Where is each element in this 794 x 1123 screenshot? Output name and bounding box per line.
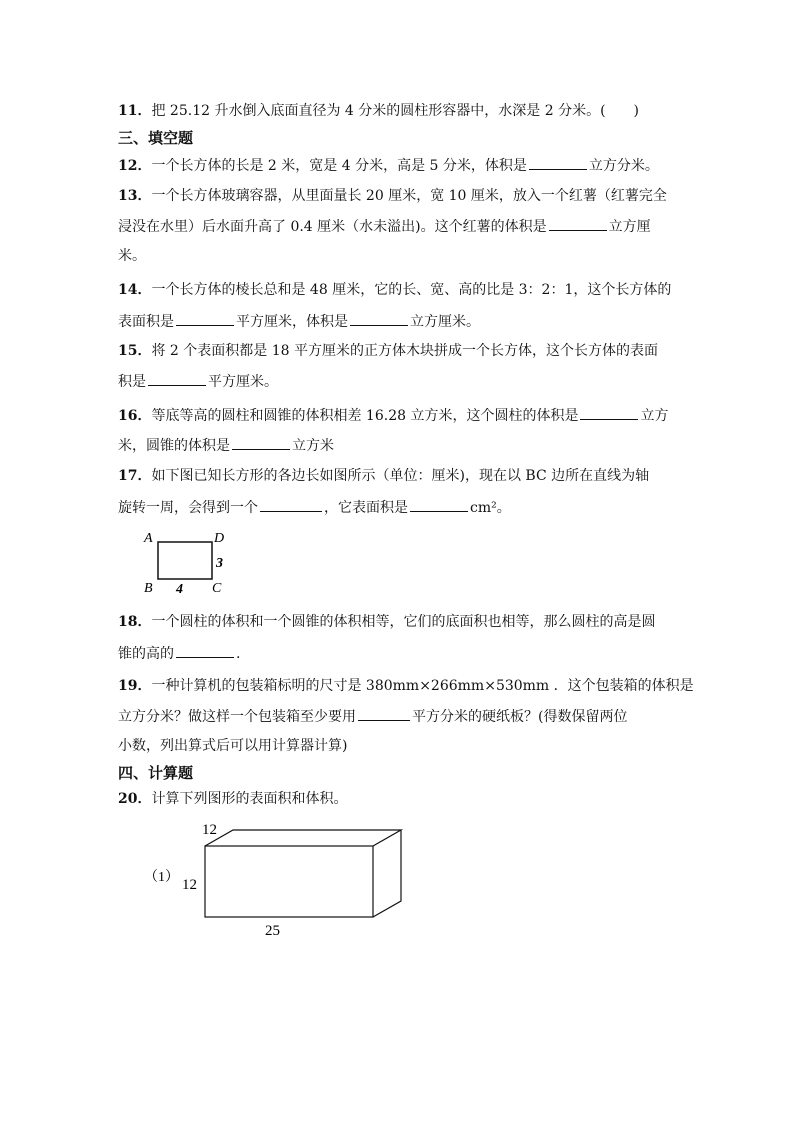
question-19-line-3: 小数，列出算式后可以用计算器计算) (118, 738, 348, 754)
question-13-line-3: 米。 (118, 248, 146, 264)
question-20: 20．计算下列图形的表面积和体积。 (118, 791, 348, 807)
rectangle-figure (140, 526, 240, 596)
vertex-d: D (214, 531, 225, 546)
question-13-line-2: 浸没在水里）后水面升高了 0.4 厘米（水未溢出)。这个红薯的体积是 立方厘 (118, 216, 651, 237)
figure-label: （1） (144, 870, 179, 885)
cuboid-top-face (205, 830, 401, 846)
question-15-line-1: 15．将 2 个表面积都是 18 平方厘米的正方体木块拼成一个长方体，这个长方体的表面 (118, 343, 659, 359)
vertex-b: B (144, 581, 153, 596)
question-18-line-1: 18．一个圆柱的体积和一个圆锥的体积相等，它们的底面积也相等，那么圆柱的高是圆 (118, 614, 656, 630)
answer-blank[interactable] (232, 435, 290, 450)
cuboid-front-face (205, 846, 373, 917)
question-14-line-1: 14．一个长方体的棱长总和是 48 厘米，它的长、宽、高的比是 3：2：1，这个长方体的 (118, 282, 672, 298)
answer-blank[interactable] (549, 216, 607, 231)
answer-blank[interactable] (529, 155, 587, 170)
answer-blank[interactable] (176, 643, 234, 658)
question-17-line-2: 旋转一周，会得到一个 ，它表面积是 cm²。 (118, 497, 511, 518)
depth-label: 12 (202, 822, 217, 838)
rectangle-abcd (158, 542, 212, 579)
question-17-line-1: 17．如下图已知长方形的各边长如图所示（单位：厘米)，现在以 BC 边所在直线为轴 (118, 468, 650, 484)
question-number: 11． (118, 103, 152, 119)
answer-blank[interactable] (580, 405, 638, 420)
side-label-right: 3 (216, 556, 223, 571)
question-12: 12．一个长方体的长是 2 米，宽是 4 分米，高是 5 分米，体积是 立方分米。 (118, 155, 659, 176)
question-19-line-1: 19．一种计算机的包装箱标明的尺寸是 380mm×266mm×530mm ．这个包装箱的体积是 (118, 678, 694, 694)
length-label: 25 (265, 923, 280, 939)
vertex-c: C (212, 581, 222, 596)
question-16-line-1: 16．等底等高的圆柱和圆锥的体积相差 16.28 立方米，这个圆柱的体积是 立方 (118, 405, 668, 426)
height-label: 12 (182, 877, 197, 893)
question-13-line-1: 13．一个长方体玻璃容器，从里面量长 20 厘米，宽 10 厘米，放入一个红薯（红薯完全 (118, 188, 667, 204)
question-16-line-2: 米，圆锥的体积是 立方米 (118, 435, 334, 456)
section-heading-calculation: 四、计算题 (118, 764, 194, 782)
answer-blank[interactable] (350, 311, 408, 326)
question-text: 把 25.12 升水倒入底面直径为 4 分米的圆柱形容器中，水深是 2 分米。( (151, 103, 606, 119)
question-14-line-2: 表面积是 平方厘米，体积是 立方厘米。 (118, 311, 480, 332)
section-heading-fill-blanks: 三、填空题 (118, 129, 194, 147)
answer-blank[interactable] (176, 311, 234, 326)
question-19-line-2: 立方分米？做这样一个包装箱至少要用 平方分米的硬纸板？(得数保留两位 (118, 706, 627, 727)
cuboid-figure (140, 815, 420, 940)
answer-blank[interactable] (148, 371, 206, 386)
vertex-a: A (144, 531, 153, 546)
answer-blank[interactable] (358, 706, 410, 721)
side-label-bottom: 4 (176, 582, 183, 596)
question-18-line-2: 锥的高的 . (118, 643, 240, 664)
question-15-line-2: 积是 平方厘米。 (118, 371, 278, 392)
question-11: 11．把 25.12 升水倒入底面直径为 4 分米的圆柱形容器中，水深是 2 分米。( ) (118, 103, 640, 119)
answer-blank[interactable] (260, 497, 322, 512)
answer-blank[interactable] (410, 497, 468, 512)
